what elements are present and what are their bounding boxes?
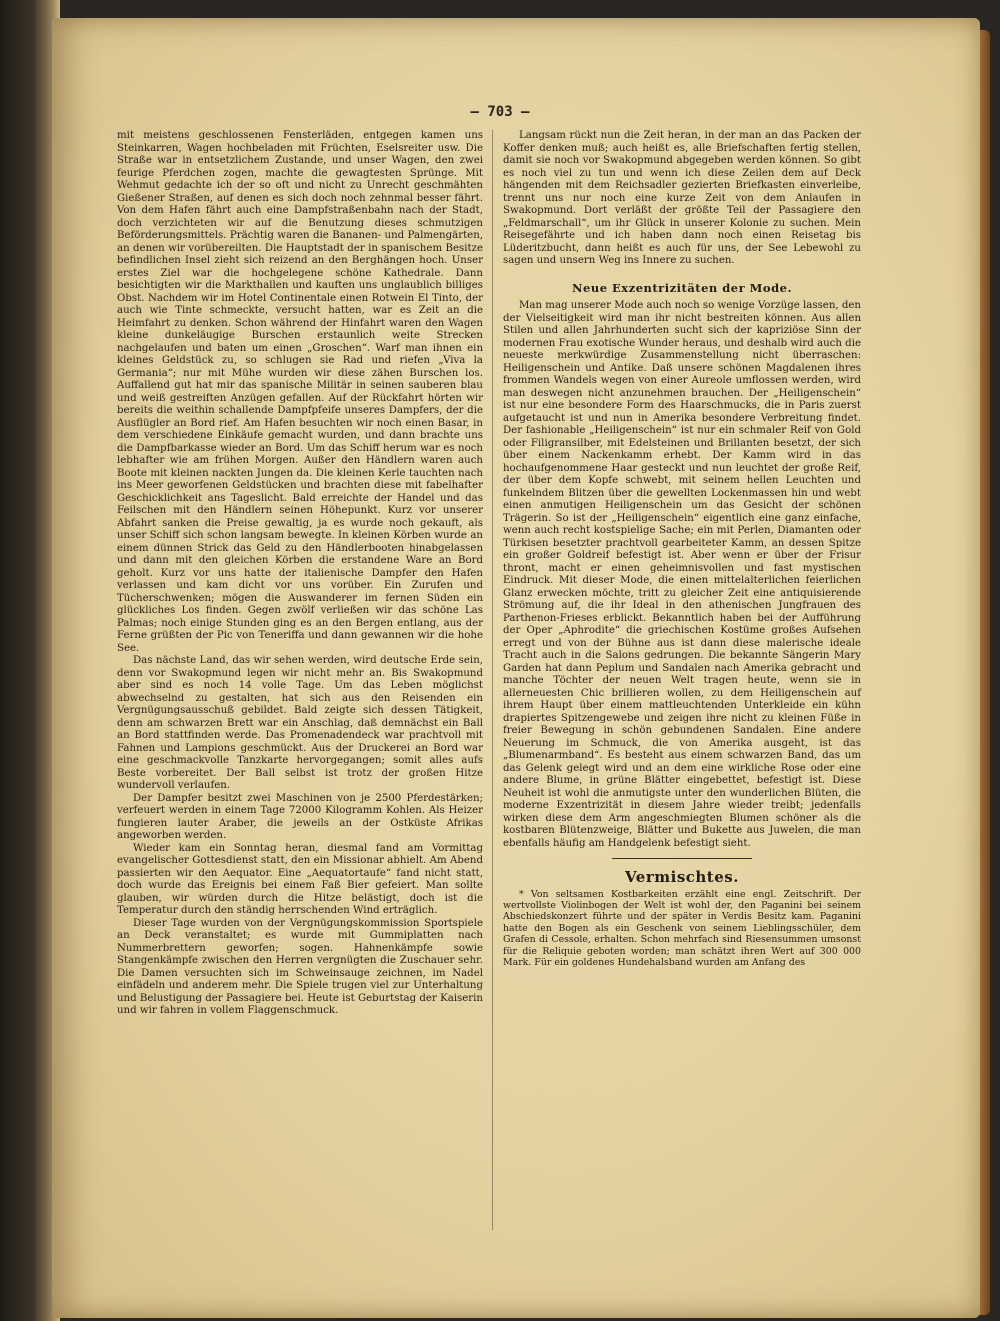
book-binding-shadow <box>0 0 60 1321</box>
left-paragraph-5: Dieser Tage wurden von der Vergnügungskommission Sportspiele an Deck veranstaltet; es wurde mit Gummiplatten nach Nummerbrettern geworfen; sogen. Hahnenkämpfe sowie Stangenkämpfe zwischen den Herren vergnügten die Zuschauer sehr. Die Damen versuchten sich im Schweinsauge zeichnen, im Nadel einfädeln und anderem mehr. Die Spiele trugen viel zur Unterhaltung und Belustigung der Passagiere bei. Heute ist Geburtstag der Kaiserin und wir fahren in vollem Flaggenschmuck. <box>117 917 483 1016</box>
left-paragraph-3: Der Dampfer besitzt zwei Maschinen von je 2500 Pferdestärken; verfeuert werden in einem Tage 72000 Kilogramm Kohlen. Als Heizer fungieren lauter Araber, die jeweils an der Ostküste Afrikas angeworben werden. <box>117 792 483 841</box>
mode-paragraph: Man mag unserer Mode auch noch so wenige Vorzüge lassen, den der Vielseitigkeit wird man ihr nicht bestreiten können. Aus allen Stilen und allen Jahrhunderten sucht sich der kapriziöse Sinn der modernen Frau exotische Wunder heraus, und deshalb wird auch die neueste merkwürdige Zusammenstellung nicht überraschen: Heiligenschein und Antike. Daß unsere schönen Magdalenen ihres frommen Wandels wegen von einer Aureole umflossen werden, wird man deswegen nicht anzunehmen brauchen. Der „Heiligenschein“ ist nur eine besondere Form des Haarschmucks, die in Paris zuerst aufgetaucht ist und nun in Amerika besondere Verbreitung findet. Der fashionable „Heiligenschein“ ist nur ein schmaler Reif von Gold oder Filigransilber, mit Edelsteinen und Brillanten besetzt, der sich über einem Nackenkamm erhebt. Der Kamm wird in das hochaufgenommene Haar gesteckt und nun leuchtet der große Reif, der über dem Kopfe schwebt, mit seinem hellen Leuchten und funkelndem Blitzen über die gewellten Lockenmassen hin und webt einen anmutigen Heiligenschein um das Gesicht der schönen Trägerin. So ist der „Heiligenschein“ eigentlich eine ganz einfache, wenn auch recht kostspielige Sache; ein mit Perlen, Diamanten oder Türkisen besetzter prachtvoll gearbeiteter Kamm, an dessen Spitze ein großer Goldreif befestigt ist. Aber wenn er über der Frisur thront, macht er einen geheimnisvollen und fast mystischen Eindruck. Mit dieser Mode, die einen mittelalterlichen feierlichen Glanz erwecken möchte, tritt zu gleicher Zeit eine antiquisierende Strömung auf, die ihr Ideal in den athenischen Jungfrauen des Parthenon-Frieses erblickt. Bekanntlich haben bei der Aufführung der Oper „Aphrodite“ die griechischen Kostüme großes Aufsehen erregt und von der Bühne aus ist dann diese malerische ideale Tracht auch in die Salons gedrungen. Die bekannte Sängerin Mary Garden hat dann Peplum und Sandalen nach Amerika gebracht und manche Töchter der neuen Welt tragen heute, wenn sie in allerneuesten Chic brillieren wollen, zu dem Heiligenschein auf ihrem Haupt über einem mattleuchtenden Unterkleide ein kühn drapiertes Spitzengewebe und zeigen ihre nicht zu kleinen Füße in freier Bewegung in schön gebundenen Sandalen. Eine andere Neuerung im Schmuck, die von Amerika ausgeht, ist das „Blumenarmband“. Es besteht aus einem schwarzen Band, das um das Gelenk gelegt wird und an dem eine wirkliche Rose oder eine andere Blume, in grüne Blätter eingebettet, befestigt ist. Diese Neuheit ist wohl die anmutigste unter den wunderlichen Blüten, die moderne Exzentrizität in diesem Jahre wieder treibt; jedenfalls wirken diese dem Arm angeschmiegten Blumen schöner als die kostbaren Blütenzweige, Blätter und Bukette aus Juwelen, die man ebenfalls häufig am Handgelenk befestigt sieht. <box>503 300 861 849</box>
left-paragraph-4: Wieder kam ein Sonntag heran, diesmal fand am Vormittag evangelischer Gottesdienst statt, den ein Missionar abhielt. Am Abend passierten wir den Aequator. Eine „Aequatortaufe“ fand nicht statt, doch wurde das Ereignis bei einem Faß Bier gefeiert. Man sollte glauben, wir würden durch die Hitze belästigt, doch ist die Temperatur durch den ständig herrschenden Wind erträglich. <box>117 842 483 916</box>
left-column <box>117 130 483 1018</box>
misc-paragraph: * Von seltsamen Kostbarkeiten erzählt eine engl. Zeitschrift. Der wertvollste Violinbogen der Welt ist wohl der, den Paganini bei seinem Abschiedskonzert führte und der später in Verdis Besitz kam. Paganini hatte den Bogen als ein Geschenk von seinem Lieblingsschüler, dem Grafen di Cessole, erhalten. Schon mehrfach sind Riesensummen umsonst für die Reliquie geboten worden; man schätzt ihren Wert auf 300 000 Mark. Für ein goldenes Hundehalsband wurden am Anfang des <box>503 888 861 968</box>
right-column <box>503 130 861 968</box>
left-paragraph-1: mit meistens geschlossenen Fensterläden, entgegen kamen uns Steinkarren, Wagen hochbeladen mit Früchten, Eselsreiter usw. Die Straße war in entsetzlichem Zustande, und unser Wagen, den zwei feurige Pferdchen zogen, machte die gewagtesten Sprünge. Mit Wehmut gedachte ich der so oft und nicht zu Unrecht geschmähten Gießener Straßen, auf denen es sich doch noch zehnmal besser fährt. Von dem Hafen fährt auch eine Dampfstraßenbahn nach der Stadt, doch verzichteten wir auf die Benutzung dieses schmutzigen Beförderungsmittels. Prächtig waren die Bananen- und Palmengärten, an denen wir vorübereilten. Die Hauptstadt der in spanischem Besitze befindlichen Insel zieht sich reizend an den Berghängen hoch. Unser erstes Ziel war die hochgelegene schöne Kathedrale. Dann besichtigten wir die Markthallen und kauften uns unglaublich billiges Obst. Nachdem wir im Hotel Continentale einen Rotwein El Tinto, der auch wie Tinte schmeckte, versucht hatten, war es Zeit an die Heimfahrt zu denken. Schon während der Hinfahrt waren den Wagen kleine dunkeläugige Burschen erstaunlich weite Strecken nachgelaufen und baten um einen „Groschen“. Warf man ihnen ein kleines Geldstück zu, so schlugen sie Rad und riefen „Viva la Germania“; nur mit Mühe wurden wir diese zähen Burschen los. Auffallend gut hat mir das spanische Militär in seinen sauberen blau und weiß gestreiften Anzügen gefallen. Auf der Rückfahrt hörten wir bereits die weithin schallende Dampfpfeife unseres Dampfers, der die Ausflügler an Bord rief. Am Hafen besuchten wir noch einen Basar, in dem verschiedene Einkäufe gemacht wurden, und dann brachte uns die Dampfbarkasse wieder an Bord. Um das Schiff herum war es noch lebhafter wie am frühen Morgen. Außer den Händlern waren auch Boote mit kleinen nackten Jungen da. Die kleinen Kerle tauchten nach ins Meer geworfenen Geldstücken und brachten diese mit fabelhafter Geschicklichkeit ans Tageslicht. Bald erreichte der Handel und das Feilschen mit den Händlern seinen Höhepunkt. Kurz vor unserer Abfahrt sanken die Preise gewaltig, ja es wurde noch gekauft, als unser Schiff sich schon langsam bewegte. In kleinen Körben wurde an einem dünnen Strick das Geld zu den Händlerbooten hinabgelassen und dann mit den gleichen Körben die erstandene Ware an Bord geholt. Kurz vor uns hatte der italienische Dampfer den Hafen verlassen und kam dicht vor uns vorüber. Ein Zurufen und Tücherschwenken; mögen die Auswanderer im fernen Süden ein glückliches Los finden. Gegen zwölf verließen wir das schöne Las Palmas; noch einige Stunden ging es an den Bergen entlang, aus der Ferne grüßten der Pic von Teneriffa und dann gewannen wir die hohe See. <box>117 130 483 654</box>
right-intro-paragraph: Langsam rückt nun die Zeit heran, in der man an das Packen der Koffer denken muß; auch heißt es, alle Briefschaften fertig stellen, damit sie noch vor Swakopmund abgegeben werden können. So gibt es noch viel zu tun und wenn ich diese Zeilen dem auf Deck hängenden mit dem Reichsadler gezierten Briefkasten einverleibe, trennt uns nur noch eine kurze Zeit von dem Anlaufen in Swakopmund. Dort verläßt der größte Teil der Passagiere den „Feldmarschall“, um ihr Glück in unserer Kolonie zu suchen. Mein Reisegefährte und ich haben dann noch einen Reisetag bis Lüderitzbucht, dann heißt es auch für uns, der See Lebewohl zu sagen und unsern Weg ins Innere zu suchen. <box>503 130 861 266</box>
section-heading-mode: Neue Exzentrizitäten der Mode. <box>572 280 792 295</box>
page-number: — 703 — <box>470 104 530 120</box>
section-divider <box>612 858 752 859</box>
left-paragraph-2: Das nächste Land, das wir sehen werden, wird deutsche Erde sein, denn vor Swakopmund legen wir nicht mehr an. Bis Swakopmund aber sind es noch 14 volle Tage. Um das Leben möglichst abwechselnd zu gestalten, hat sich aus den Reisenden ein Vergnügungsausschuß gebildet. Bald zeigte sich dessen Tätigkeit, denn am schwarzen Brett war ein Anschlag, daß demnächst ein Ball an Bord stattfinden werde. Das Promenadendeck war prachtvoll mit Fahnen und Lampions geschmückt. Aus der Druckerei an Bord war eine geschmackvolle Tanzkarte hervorgegangen; somit alles aufs Beste vorbereitet. Der Ball selbst ist trotz der großen Hitze wundervoll verlaufen. <box>117 655 483 791</box>
column-divider <box>492 130 493 1230</box>
section-heading-vermischtes: Vermischtes. <box>625 868 739 886</box>
